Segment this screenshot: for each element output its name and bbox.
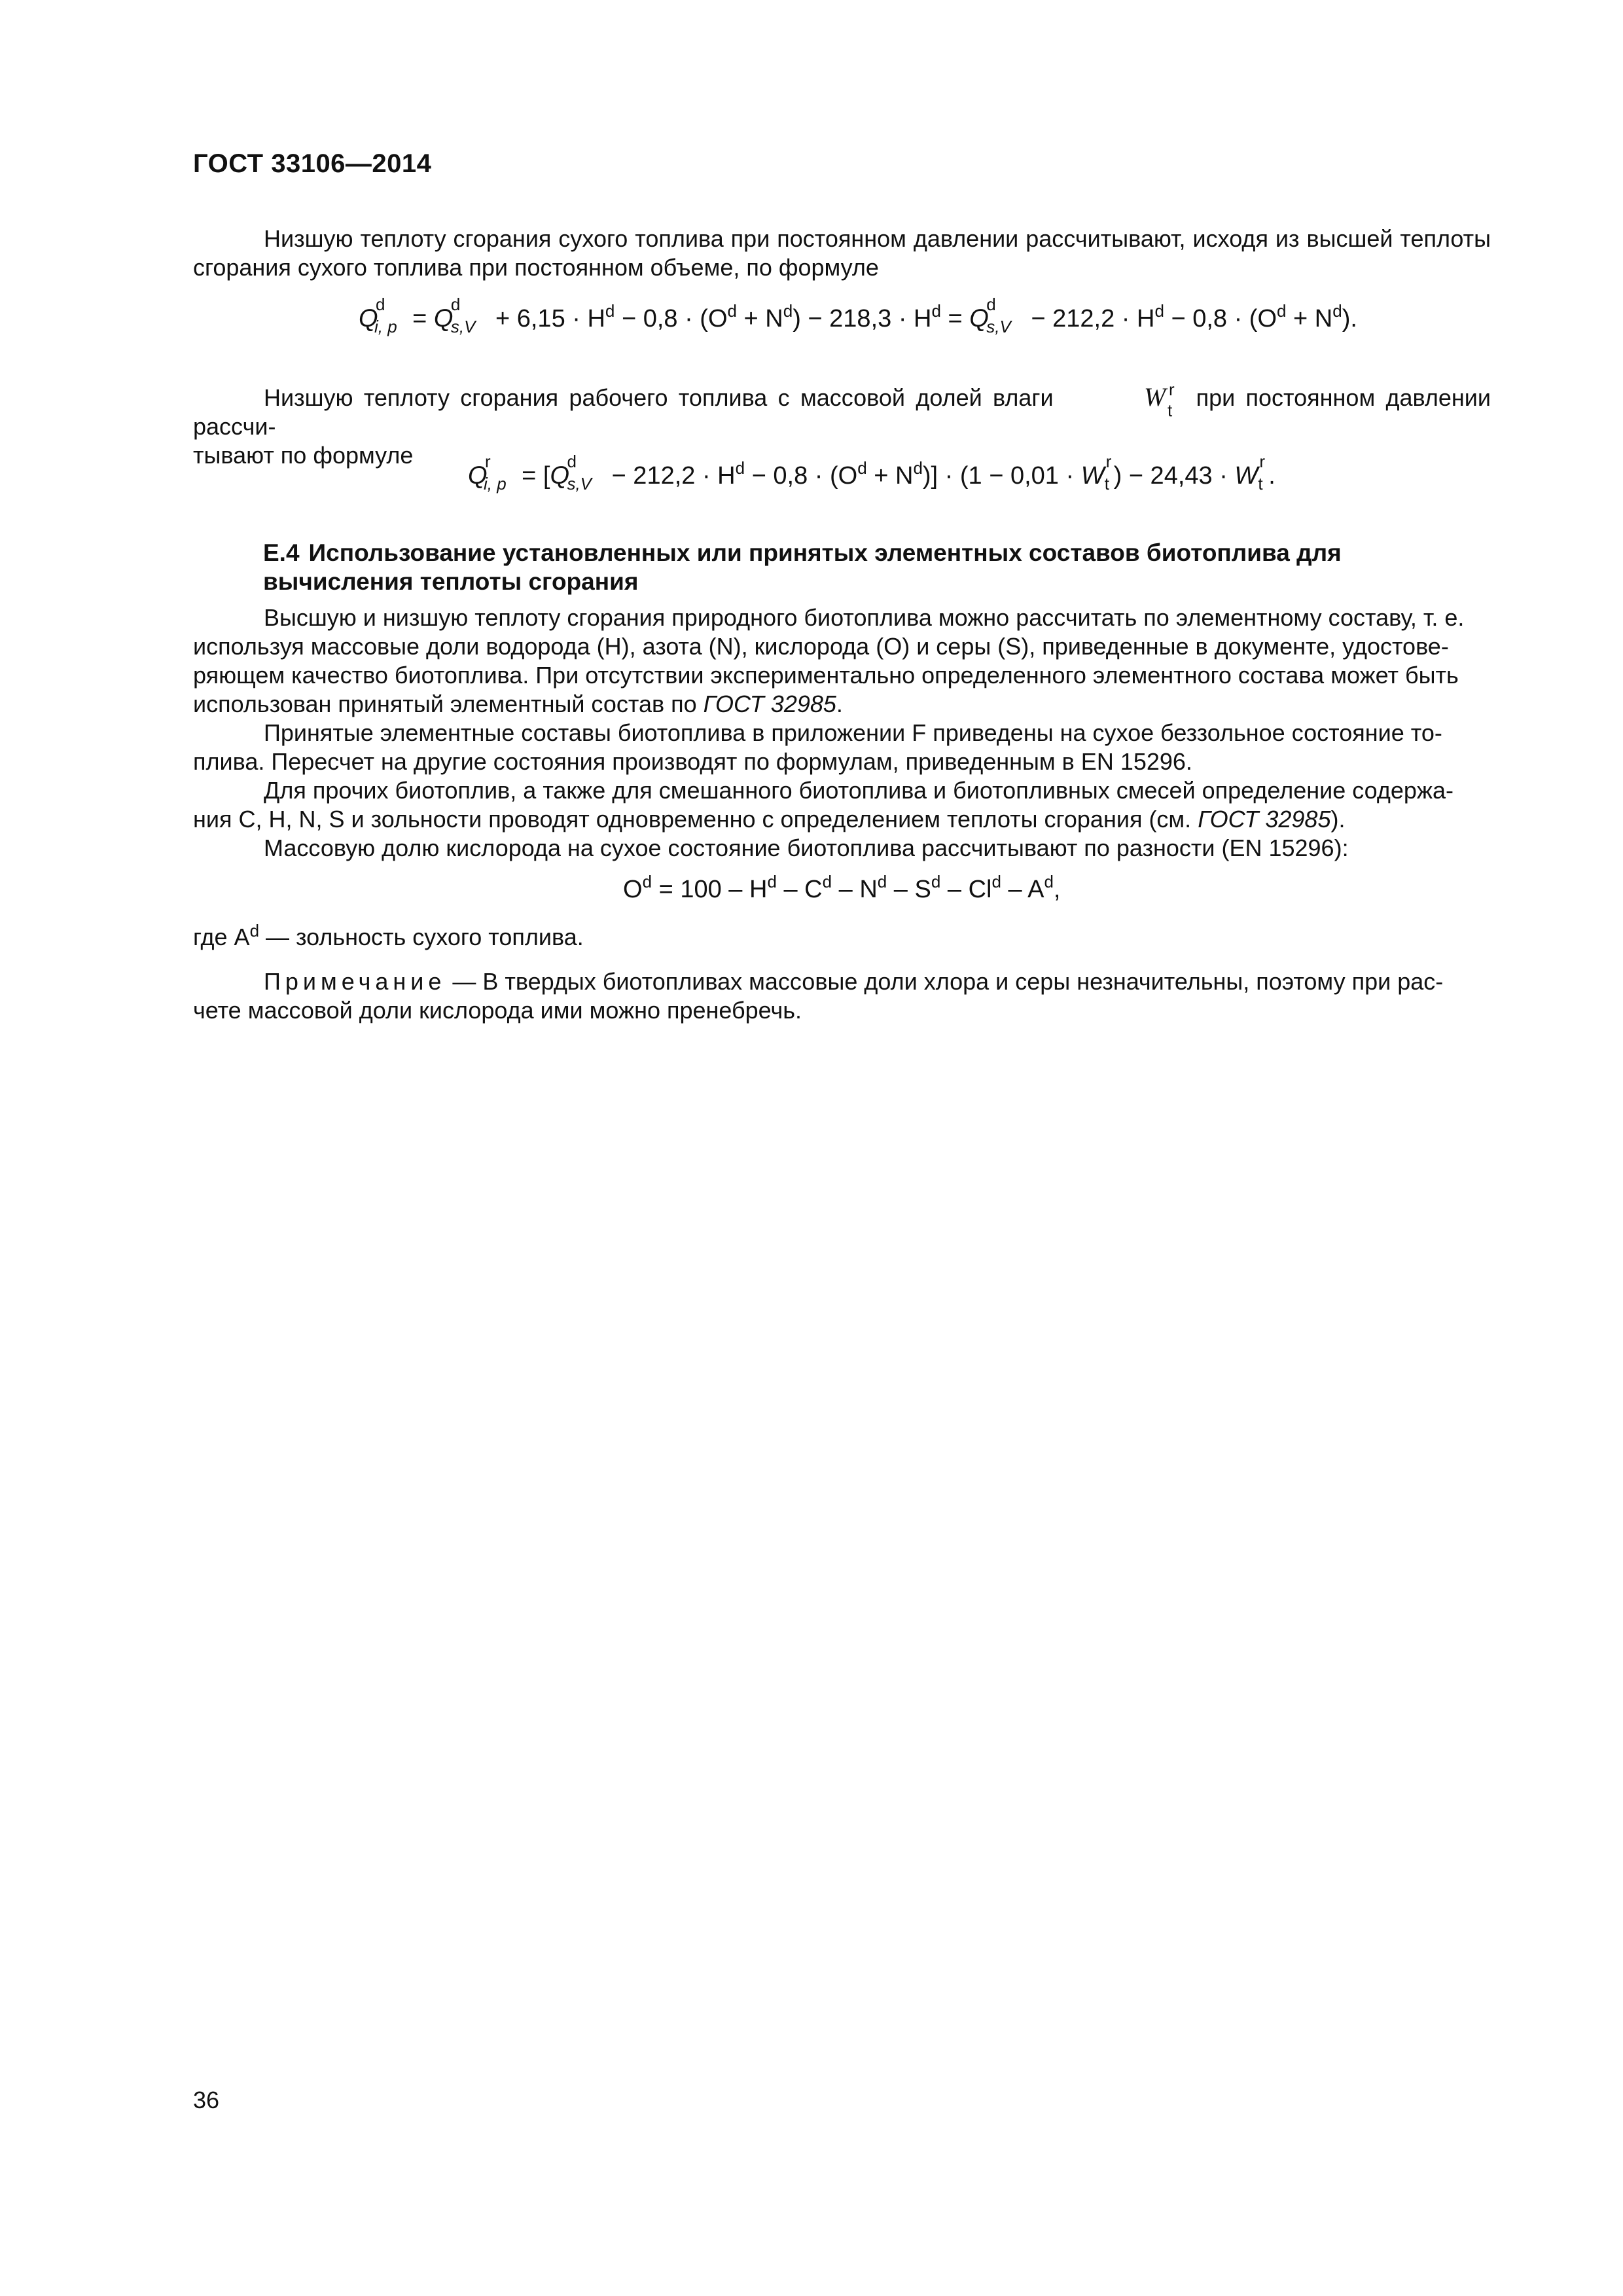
paragraph-elemental-composition: Высшую и низшую теплоту сгорания природного биотоплива можно рассчитать по элементному составу, т. е. используя массовые доли водорода (H), азота (N), кислорода (O) и серы (S), приведенные в документе, удостове- ряющем качество биотоплива. При отсутствии экспериментально определенного элементного состава может быть использован принятый элементный состав по ГОСТ 32985. (193, 604, 1465, 717)
reference-gost-32985: ГОСТ 32985 (703, 691, 836, 717)
reference-gost-32985: ГОСТ 32985 (1198, 806, 1331, 833)
where-clause: где $A^d$ — зольность сухого топлива. (193, 921, 584, 950)
note-label: Примечание (264, 968, 446, 995)
section-heading: Е.4 Использование установленных или принятых элементных составов биотоплива для вычисления теплоты сгорания (263, 539, 1342, 595)
paragraph-lower-heat-dry: Низшую теплоту сгорания сухого топлива при постоянном давлении рассчитывают, исходя из высшей теплоты сгорания сухого топлива при постоянном объеме, по формуле (193, 225, 1491, 281)
note: Примечание — В твердых биотопливах массовые доли хлора и серы незначительны, поэтому при рас- чете массовой доли кислорода ими можно пренебречь. (193, 968, 1444, 1024)
paragraph-lower-heat-working: Низшую теплоту сгорания рабочего топлива с массовой долей влаги W r t при постоянном давлении рассчи- тывают по формуле (193, 380, 1491, 469)
page-number: 36 (193, 2087, 220, 2113)
paragraph-accepted-compositions: Принятые элементные составы биотоплива в приложении F приведены на сухое беззольное состояние то- плива. Пересчет на другие состояния производят по формулам, приведенным в EN 15296. (193, 719, 1442, 775)
formula-lower-heat-working: Q r i, p = [Q d s,V − $212,2 \cdot H^d - 0,8 \cdot (O^d + N^d)] \cdot (1 - 0,01 \cdot W$ r t ) − 24,43 · W r t . (468, 452, 1275, 493)
formula-oxygen: $O^d = 100 - H^d - C^d - N^d - S^d - Cl^d - A^d$, (623, 872, 1061, 903)
document-header: ГОСТ 33106—2014 (193, 149, 432, 178)
paragraph-other-biofuels: Для прочих биотоплив, а также для смешанного биотоплива и биотопливных смесей определение содержа- ния C, H, N, S и зольности проводят одновременно с определением теплоты сгорания (см. ГОСТ 32985). (193, 777, 1454, 833)
paragraph-oxygen-fraction: Массовую долю кислорода на сухое состояние биотоплива рассчитывают по разности (EN 15296): (264, 834, 1349, 861)
formula-lower-heat-dry: Q d i, p = Q d s,V + $6,15 \cdot H^d - 0,8 \cdot (O^d + N^d) - 218,3 \cdot H^d = Q$ d s,V − $212,2 \cdot H^d - 0,8 \cdot (O^d + N^d)$. (359, 295, 1357, 336)
